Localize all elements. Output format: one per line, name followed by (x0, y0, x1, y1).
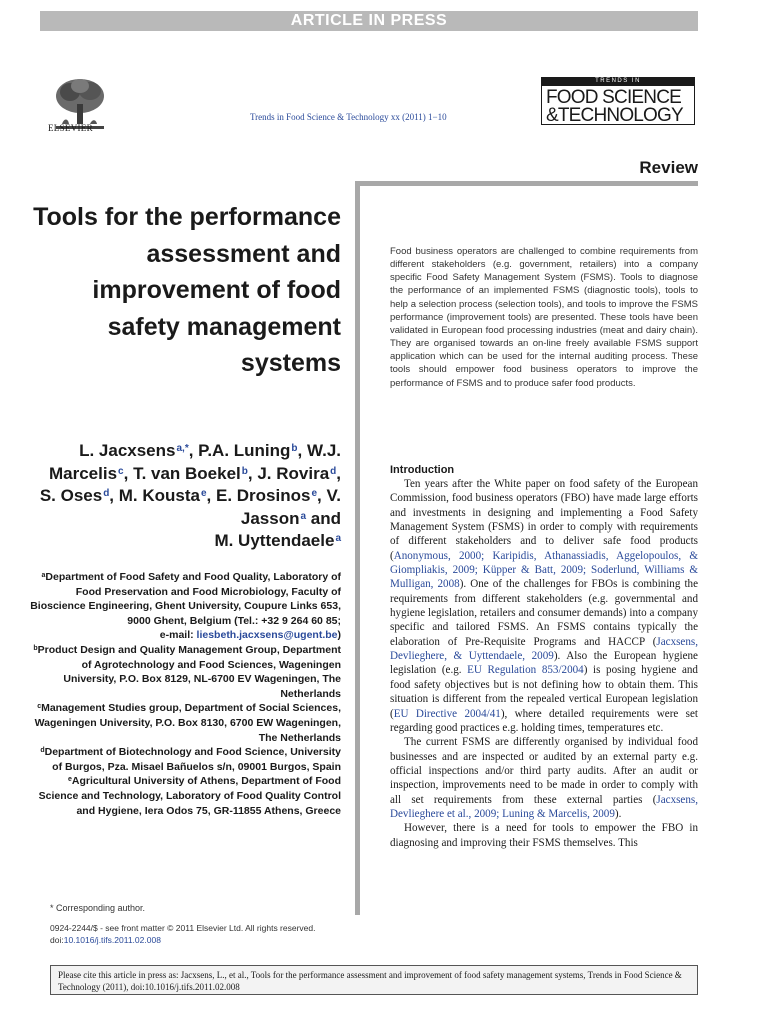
affiliation-key: b (33, 644, 38, 652)
author-name: J. Rovira (257, 463, 330, 483)
paragraph-2 (390, 735, 698, 821)
citation-link[interactable]: EU Directive 2004/41 (393, 707, 501, 720)
body-text-run: ). (614, 807, 622, 820)
affiliation-b (30, 643, 341, 701)
citation-link[interactable]: Anonymous, 2000; Karipidis, Athanassiadis, Aggelopoulos, & Giompliakis, 2009; Küpper & Batt, 2009; Soderlund, Williams & Mulligan, 2008 (390, 549, 698, 591)
journal-reference: Trends in Food Science & Technology xx (2011) 1−10 (250, 112, 447, 122)
doi-label: doi: (50, 935, 64, 945)
author-affiliation-mark[interactable]: c (118, 465, 124, 477)
author-separator: , (123, 463, 134, 483)
author-separator: , (317, 486, 327, 505)
email-link[interactable]: liesbeth.jacxsens@ugent.be (196, 629, 338, 642)
paragraph-3 (390, 821, 698, 850)
email-label: e-mail: (159, 629, 197, 642)
author-affiliation-mark[interactable]: e (311, 488, 318, 499)
article-in-press-banner: ARTICLE IN PRESS (40, 11, 698, 31)
author-name: P.A. Luning (198, 441, 291, 460)
vertical-rule (355, 181, 360, 915)
abstract: Food business operators are challenged to combine requirements from different stakeholders (e.g. government, retailers) into a company specific Food Safety Management System (FSMS). Tools to diagnose the performance of an implemented FSMS (diagnostic tools), tools to help a selection process (selection tools), and tools to improve the FSMS performance (improvement tools) are presented. These tools have been validated in European food processing industries (meat and dairy chain). They are organised towards an on-line freely available FSMS support application which can be used for the internal auditing process. These tools should empower food business operators to improve the performance of FSMS and to produce safer food products. (390, 246, 698, 389)
affiliation-text: Department of Food Safety and Food Quality, Laboratory of Food Preservation and Food Microbiology, Faculty of Bioscience Engineering, Ghent University, Coupure Links 653, 9000 Ghent, Belgium (Tel.: +32 9 264 60 85; (30, 571, 341, 627)
author-separator: and (306, 508, 341, 528)
affiliation-text: Department of Biotechnology and Food Science, University of Burgos, Pza. Misael Bañuelos s/n, 09001 Burgos, Spain (44, 746, 341, 773)
author-name: W.J. Marcelis (49, 441, 341, 483)
citation-link[interactable]: Jacxsens, Devlieghere et al., 2009; Luning & Marcelis, 2009 (390, 793, 698, 820)
author-separator: , (188, 441, 199, 460)
body-text-run: ), where detailed requirements were set regarding good practices e.g. holding times, temperatures etc. (390, 707, 698, 734)
author-name: M. Kousta (118, 486, 200, 505)
affiliation-c (30, 701, 341, 745)
affiliation-key: c (37, 703, 42, 711)
masthead-line-1: FOOD SCIENCE (546, 87, 682, 108)
body-text-run: However, there is a need for tools to empower the FBO in diagnosing and improving their FSMS themselves. This (390, 822, 698, 849)
author-affiliation-mark[interactable]: e (200, 488, 207, 499)
author-name: L. Jacxsens (79, 441, 176, 460)
affiliation-key: d (40, 747, 45, 755)
body-text-run: Ten years after the White paper on food safety of the European Commission, food business operators (FBO) have made large efforts and investments in designing and implementing a Food Safety Management System (FSMS) in order to comply with requirements of different stakeholders and to deliver safe food products ( (390, 478, 698, 562)
copyright-line: 0924-2244/$ - see front matter © 2011 Elsevier Ltd. All rights reserved. (50, 923, 316, 933)
article-type: Review (639, 158, 698, 177)
author-list (30, 440, 341, 553)
author-name: S. Oses (39, 486, 103, 505)
author-affiliation-mark[interactable]: b (291, 443, 298, 454)
author-affiliation-mark[interactable]: d (103, 488, 110, 499)
affiliation-text: Management Studies group, Department of Social Sciences, Wageningen University, P.O. Box 8130, 6700 EW Wageningen, The Netherlands (34, 702, 341, 744)
affiliation-key: e (67, 776, 72, 784)
author-separator: , (297, 441, 307, 460)
affiliation-a (30, 570, 341, 643)
horizontal-rule (355, 181, 698, 186)
author-affiliation-mark[interactable]: a (300, 510, 307, 522)
author-name: M. Uyttendaele (214, 531, 335, 550)
section-heading-introduction: Introduction (390, 464, 455, 476)
author-name: T. van Boekel (133, 463, 241, 483)
author-name: V. Jasson (240, 486, 341, 528)
citation-box: Please cite this article in press as: Jacxsens, L., et al., Tools for the performance assessment and improvement of food safety management systems, Trends in Food Science & Technology (2011), doi:10.1016/j.tifs.2011.02.008 (50, 965, 698, 995)
body-text-run: ). One of the challenges for FBOs is combining the requirements from different stakeholders (e.g. governmental and hygiene legislation, retailers and consumer demands) into a company specific and tailored FSMS. An FSMS contains typically the elaboration of Pre-Requisite Programs and HACCP ( (390, 578, 698, 648)
masthead-line-2: &TECHNOLOGY (546, 105, 683, 126)
author-affiliation-mark[interactable]: a (335, 533, 341, 544)
author-separator: , (336, 463, 341, 483)
affiliation-text: Product Design and Quality Management Group, Department of Agrotechnology and Food Sciences, Wageningen University, P.O. Box 8129, NL-6700 EV Wageningen, The Netherlands (37, 643, 341, 700)
author-separator: , (247, 463, 258, 483)
author-separator: , (206, 486, 216, 505)
journal-masthead (541, 77, 695, 125)
author-separator: , (109, 486, 119, 505)
publisher-name: ELSEVIER (48, 123, 93, 133)
affiliation-text: Agricultural University of Athens, Department of Food Science and Technology, Laboratory of Food Quality Control and Hygiene, Iera Odos 75, GR-11855 Athens, Greece (38, 775, 341, 817)
corresponding-author-note: * Corresponding author. (50, 903, 146, 913)
body-text-run: The current FSMS are differently organised by individual food businesses and are inspected or audited by an external party e.g. official inspections and/or third party audits. After an audit or inspection, improvements need to be made in order to comply with all set requirements from these external parties ( (390, 736, 698, 806)
author-affiliation-mark[interactable]: b (241, 465, 248, 477)
affiliation-e (30, 774, 341, 818)
doi-line (50, 934, 316, 946)
author-affiliation-mark[interactable]: a,* (176, 443, 189, 454)
masthead-trends: TRENDS IN (542, 77, 694, 86)
body-text-run: ) is posing hygiene and food safety objectives but is not defining how to obtain them. This situation is different from the repealed vertical European legislation ( (390, 664, 698, 720)
affiliations (30, 570, 341, 818)
citation-link[interactable]: Jacxsens, Devlieghere, & Uyttendaele, 2009 (390, 635, 698, 663)
copyright-block (50, 922, 316, 946)
body-text-run: ). Also the European hygiene legislation (e.g. (390, 650, 698, 677)
author-affiliation-mark[interactable]: d (330, 465, 337, 477)
doi-link[interactable]: 10.1016/j.tifs.2011.02.008 (63, 935, 161, 945)
paragraph-1 (390, 477, 698, 735)
author-name: E. Drosinos (216, 486, 311, 505)
article-title: Tools for the performance assessment and improvement of food safety management systems (33, 203, 341, 377)
body-text (390, 477, 698, 917)
affiliation-d (30, 745, 341, 774)
affiliation-key: a (41, 572, 46, 579)
email-close: ) (337, 629, 341, 642)
citation-link[interactable]: EU Regulation 853/2004 (467, 664, 584, 677)
